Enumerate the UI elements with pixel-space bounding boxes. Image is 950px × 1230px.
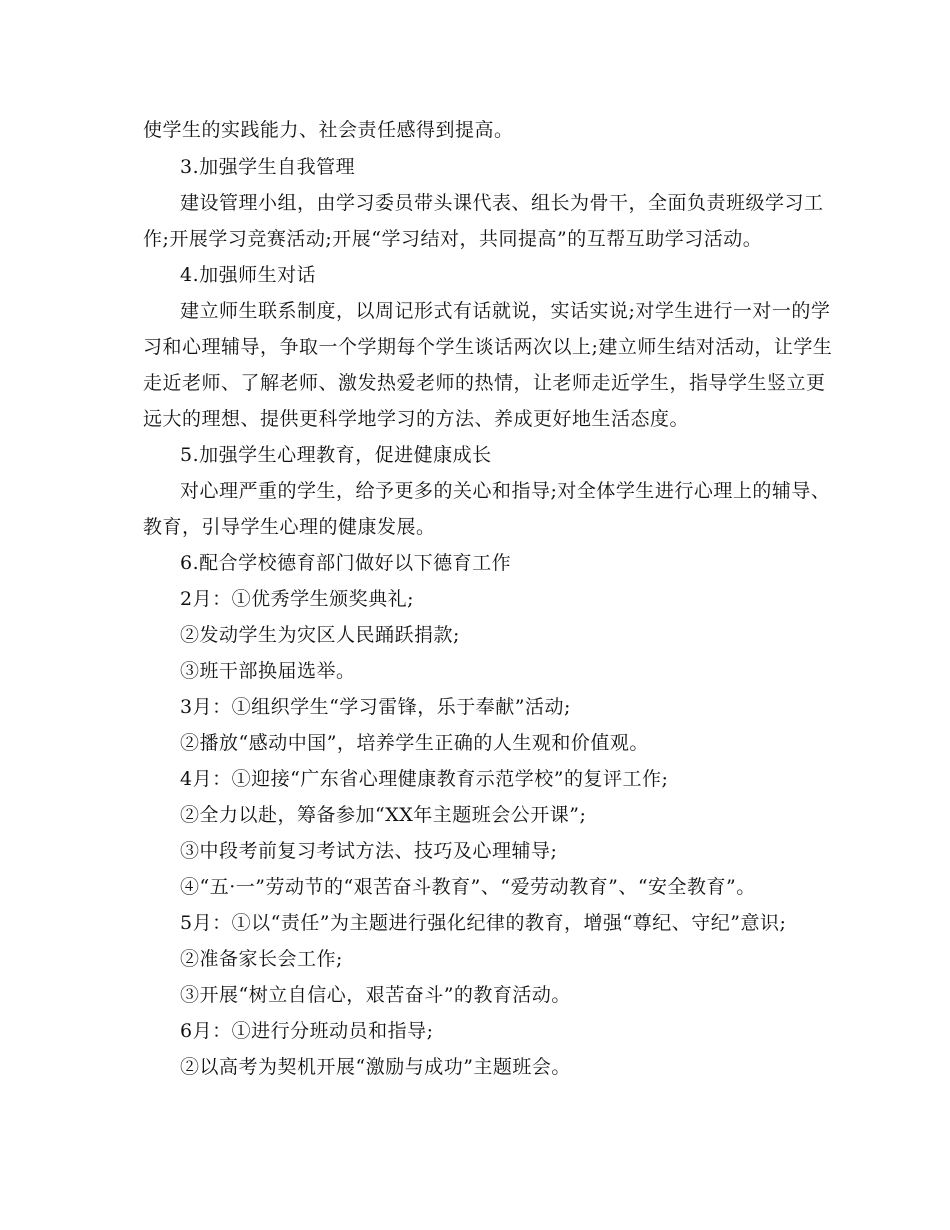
schedule-item: ②以高考为契机开展“激励与成功”主题班会。	[180, 1056, 571, 1078]
section-heading-teacher-dialogue: 4.加强师生对话	[180, 264, 317, 286]
schedule-item: 5月：①以“责任”为主题进行强化纪律的教育，增强“尊纪、守纪”意识;	[180, 912, 787, 934]
schedule-item: ③班干部换届选举。	[180, 660, 356, 682]
paragraph-line: 使学生的实践能力、社会责任感得到提高。	[143, 119, 514, 141]
schedule-item: 3月：①组织学生“学习雷锋，乐于奉献”活动;	[180, 696, 571, 718]
paragraph-line: 走近老师、了解老师、激发热爱老师的热情，让老师走近学生，指导学生竖立更	[143, 372, 826, 394]
paragraph-line: 对心理严重的学生，给予更多的关心和指导;对全体学生进行心理上的辅导、	[180, 480, 831, 502]
section-heading-psychology: 5.加强学生心理教育，促进健康成长	[180, 444, 492, 466]
schedule-item: ③中段考前复习考试方法、技巧及心理辅导;	[180, 840, 558, 862]
paragraph-line: 建设管理小组，由学习委员带头课代表、组长为骨干，全面负责班级学习工	[180, 192, 824, 214]
schedule-item: 6月：①进行分班动员和指导;	[180, 1020, 434, 1042]
paragraph-line: 远大的理想、提供更科学地学习的方法、养成更好地生活态度。	[143, 408, 690, 430]
paragraph-line: 教育，引导学生心理的健康发展。	[143, 516, 436, 538]
section-heading-moral-education: 6.配合学校德育部门做好以下德育工作	[180, 552, 512, 574]
paragraph-line: 建立师生联系制度，以周记形式有话就说，实话实说;对学生进行一对一的学	[180, 300, 831, 322]
schedule-item: ②播放“感动中国”，培养学生正确的人生观和价值观。	[180, 732, 649, 754]
schedule-item: 4月：①迎接“广东省心理健康教育示范学校”的复评工作;	[180, 768, 669, 790]
section-heading-self-management: 3.加强学生自我管理	[180, 156, 356, 178]
schedule-item: ④“五·一”劳动节的“艰苦奋斗教育”、“爱劳动教育”、“安全教育”。	[180, 876, 756, 898]
schedule-item: ③开展“树立自信心，艰苦奋斗”的教育活动。	[180, 984, 571, 1006]
schedule-item: ②发动学生为灾区人民踊跃捐款;	[180, 624, 460, 646]
schedule-item: 2月：①优秀学生颁奖典礼;	[180, 588, 414, 610]
paragraph-line: 作;开展学习竞赛活动;开展“学习结对，共同提高”的互帮互助学习活动。	[143, 228, 763, 250]
paragraph-line: 习和心理辅导，争取一个学期每个学生谈话两次以上;建立师生结对活动，让学生	[143, 336, 833, 358]
schedule-item: ②全力以赴，筹备参加“XX年主题班会公开课”;	[180, 804, 587, 826]
schedule-item: ②准备家长会工作;	[180, 948, 343, 970]
